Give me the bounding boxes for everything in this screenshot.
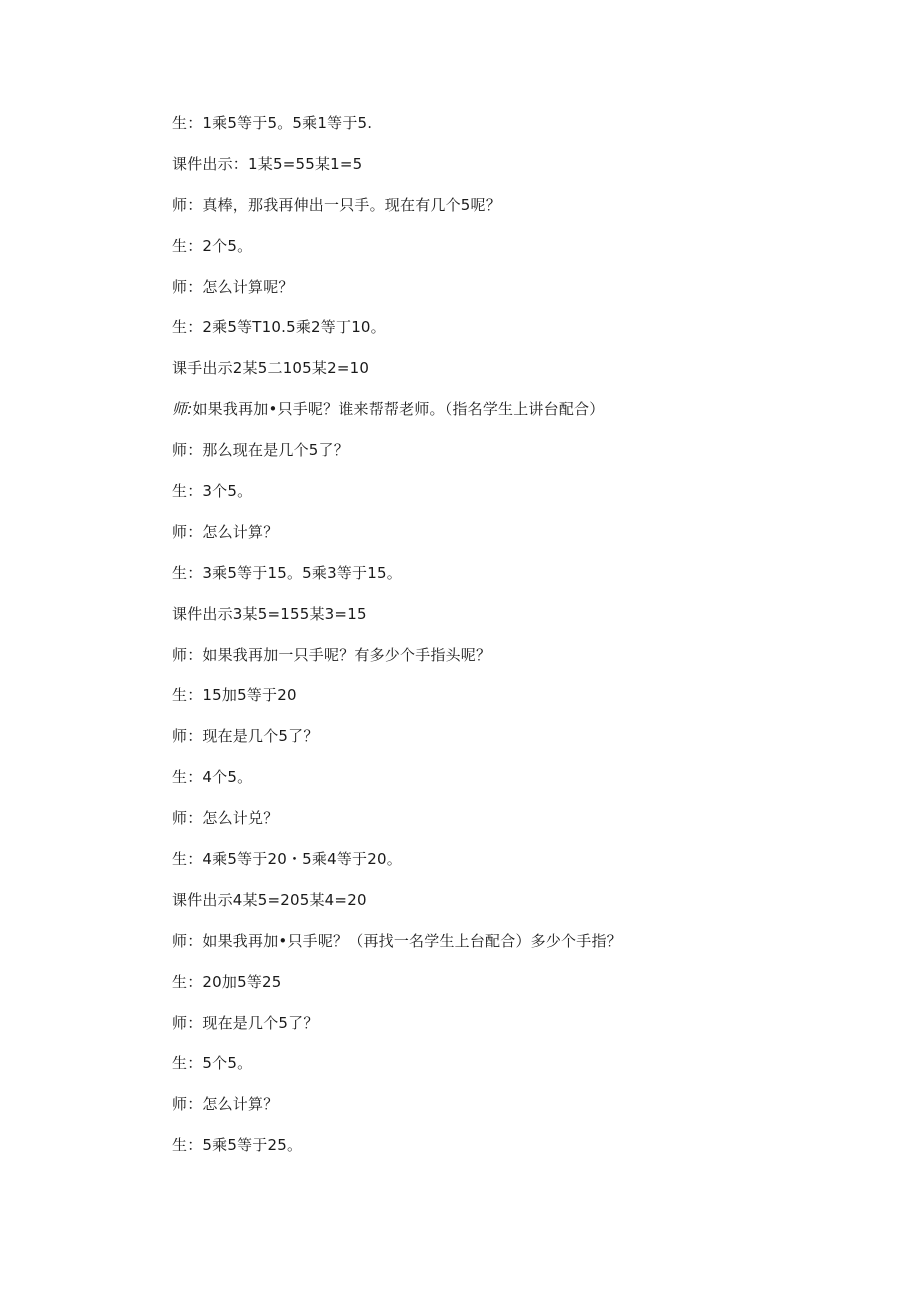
dialogue-line-14: 师：如果我再加一只手呢？有多少个手指头呢？ <box>172 645 492 664</box>
dialogue-line-26: 生：5乘5等于25。 <box>172 1136 303 1155</box>
dialogue-line-20: 课件出示4某5=205某4=20 <box>172 890 367 909</box>
dialogue-line-18: 师：怎么计兑？ <box>172 809 279 828</box>
dialogue-text: 如果我再加•只手呢？谁来帮帮老师。（指名学生上讲台配合） <box>192 400 605 419</box>
dialogue-line-23: 师：现在是几个5了？ <box>172 1013 319 1032</box>
dialogue-line-7: 课手出示2某5二105某2=10 <box>172 359 370 378</box>
dialogue-line-25: 师：怎么计算？ <box>172 1095 279 1114</box>
dialogue-line-2: 课件出示：1某5=55某1=5 <box>172 154 363 173</box>
dialogue-line-24: 生：5个5。 <box>172 1054 253 1073</box>
dialogue-line-1: 生：1乘5等于5。5乘1等于5. <box>172 114 373 132</box>
dialogue-line-12: 生：3乘5等于15。5乘3等于15。 <box>172 563 402 582</box>
dialogue-line-9: 师：那么现在是几个5了？ <box>172 441 349 460</box>
dialogue-line-4: 生：2个5。 <box>172 236 253 255</box>
dialogue-line-22: 生：20加5等25 <box>172 972 282 991</box>
dialogue-line-10: 生：3个5。 <box>172 482 253 501</box>
dialogue-line-17: 生：4个5。 <box>172 768 253 787</box>
dialogue-line-21: 师：如果我再加•只手呢？（再找一名学生上台配合）多少个手指？ <box>172 931 622 950</box>
dialogue-line-11: 师：怎么计算？ <box>172 522 279 541</box>
dialogue-line-19: 生：4乘5等于20・5乘4等于20。 <box>172 850 402 869</box>
dialogue-line-5: 师：怎么计算呢？ <box>172 277 294 296</box>
dialogue-line-6: 生：2乘5等T10.5乘2等丁10。 <box>172 318 386 337</box>
dialogue-line-16: 师：现在是几个5了？ <box>172 727 319 746</box>
dialogue-line-13: 课件出示3某5=155某3=15 <box>172 604 367 623</box>
dialogue-line-15: 生：15加5等于20 <box>172 686 297 705</box>
speaker-label: 师: <box>172 400 193 419</box>
dialogue-lines <box>172 112 812 1175</box>
dialogue-line-3: 师：真棒，那我再伸出一只手。现在有几个5呢？ <box>172 195 501 214</box>
dialogue-line-8 <box>172 398 812 439</box>
